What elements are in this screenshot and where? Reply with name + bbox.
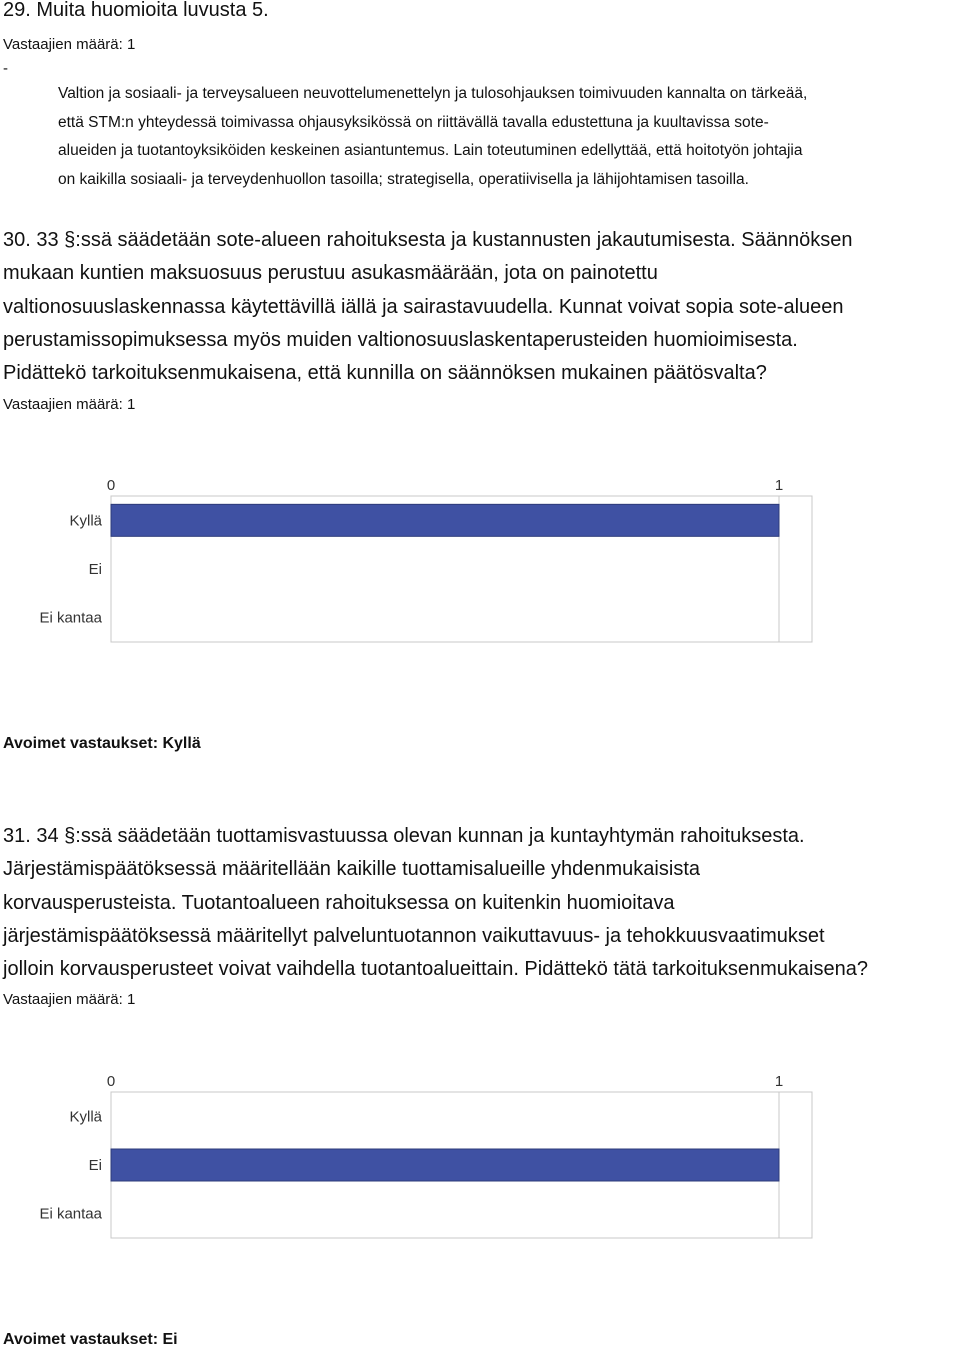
question-line: Järjestämispäätöksessä määritellään kaikille tuottamisalueille yhdenmukaisista	[3, 858, 700, 881]
category-label: Ei	[88, 1157, 102, 1174]
question-line: jolloin korvausperusteet voivat vaihdella tuotantoalueittain. Pidättekö tätä tarkoituksenmukaisena?	[3, 958, 868, 981]
x-tick-label: 1	[774, 1073, 784, 1090]
bar-ei	[111, 1149, 779, 1181]
q30-respondent-count: Vastaajien määrä: 1	[3, 396, 136, 413]
x-tick-label: 0	[106, 1073, 116, 1090]
question-line: perustamissopimuksessa myös muiden valtionosuuslaskentaperusteiden huomioimisesta.	[3, 328, 798, 351]
category-label: Kyllä	[69, 512, 102, 530]
q29-dash: -	[3, 60, 8, 77]
x-tick-label: 0	[106, 477, 116, 494]
bar-kyllä	[111, 504, 779, 536]
question-line: korvausperusteista. Tuotantoalueen rahoituksessa on kuitenkin huomioitava	[3, 891, 675, 914]
q29-respondent-count: Vastaajien määrä: 1	[3, 36, 136, 53]
question-line: 30. 33 §:ssä säädetään sote-alueen rahoituksesta ja kustannusten jakautumisesta. Säännöksen	[3, 229, 853, 251]
q30-bar-chart	[0, 470, 960, 650]
answer-line: että STM:n yhteydessä toimivassa ohjausyksikössä on riittävällä tavalla edustettuna ja kuultavissa sote-	[58, 113, 769, 131]
question-line: järjestämispäätöksessä määritellyt palveluntuotannon vaikuttavuus- ja tehokkuusvaatimukset	[3, 924, 825, 947]
answer-line: on kaikilla sosiaali- ja terveydenhuollon tasoilla; strategisella, operatiivisella ja lähijohtamisen tasoilla.	[58, 170, 749, 188]
q30-question	[3, 224, 958, 390]
question-line: 31. 34 §:ssä säädetään tuottamisvastuussa olevan kunnan ja kuntayhtymän rahoituksesta.	[3, 825, 805, 847]
q31-open-answers-heading: Avoimet vastaukset: Ei	[3, 1331, 178, 1348]
category-label: Ei kantaa	[39, 1205, 102, 1223]
question-line: Pidättekö tarkoituksenmukaisena, että kunnilla on säännöksen mukainen päätösvalta?	[3, 362, 767, 385]
question-line: mukaan kuntien maksuosuus perustuu asukasmäärään, jota on painotettu	[3, 262, 658, 285]
q29-open-answer	[58, 80, 958, 194]
q31-question	[3, 820, 958, 986]
category-label: Ei kantaa	[39, 609, 102, 627]
q30-open-answers-heading: Avoimet vastaukset: Kyllä	[3, 735, 201, 752]
question-line: valtionosuuslaskennassa käytettävillä iällä ja sairastavuudella. Kunnat voivat sopia sote-alueen	[3, 295, 844, 318]
category-label: Kyllä	[69, 1108, 102, 1126]
q31-bar-chart	[0, 1066, 960, 1246]
answer-line: alueiden ja tuotantoyksiköiden keskeinen asiantuntemus. Lain toteutuminen edellyttää, että hoitotyön johtajia	[58, 142, 803, 159]
category-label: Ei	[88, 561, 102, 578]
q31-respondent-count: Vastaajien määrä: 1	[3, 991, 136, 1008]
q29-title: 29. Muita huomioita luvusta 5.	[3, 0, 269, 21]
answer-line: Valtion ja sosiaali- ja terveysalueen neuvottelumenettelyn ja tulosohjauksen toimivuuden kannalta on tärkeää,	[58, 85, 808, 102]
x-tick-label: 1	[774, 477, 784, 494]
